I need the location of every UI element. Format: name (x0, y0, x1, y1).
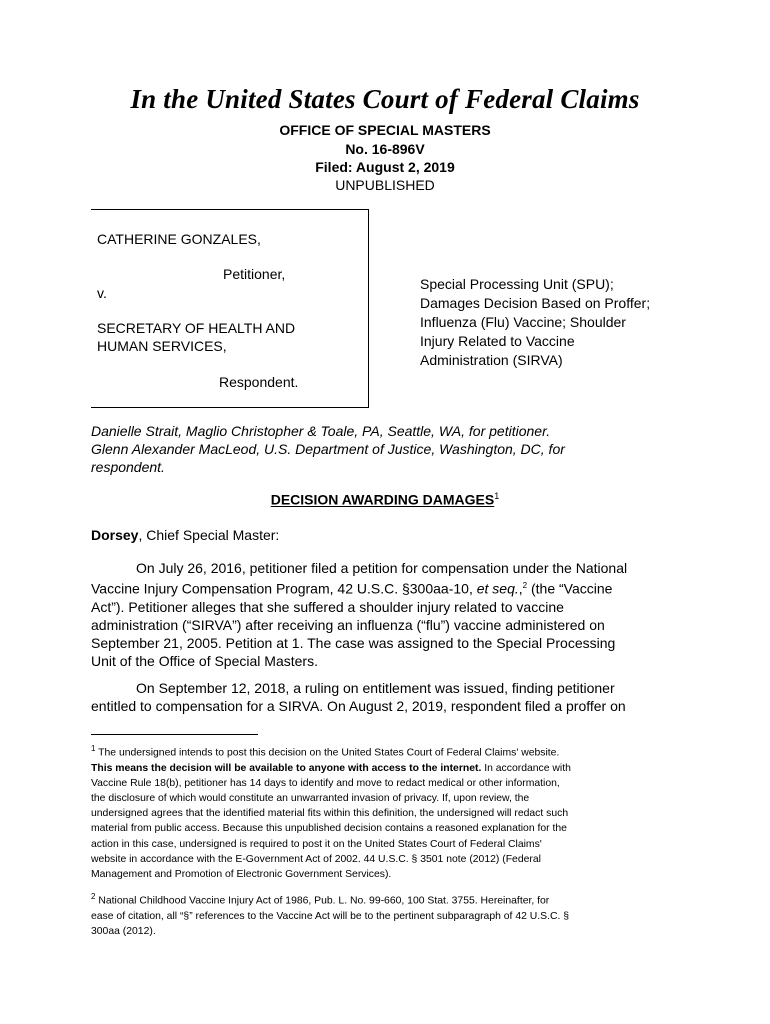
paragraph-2 (91, 679, 681, 715)
court-title: In the United States Court of Federal Claims (130, 84, 640, 114)
footnote-ref-2: 2 (522, 581, 528, 590)
office-heading: OFFICE OF SPECIAL MASTERS (279, 122, 491, 138)
keyword-line: Injury Related to Vaccine (420, 333, 575, 349)
text-line: Management and Promotion of Electronic Government Services). (91, 869, 392, 881)
decision-title-text: DECISION AWARDING DAMAGES (270, 491, 495, 508)
text-line: September 21, 2005. Petition at 1. The case was assigned to the Special Processing (91, 634, 616, 651)
text-line: the disclosure of which would constitute an unwarranted invasion of privacy. If, upon review, the (91, 793, 530, 805)
footnote-divider (91, 734, 258, 735)
text-line: action in this case, undersigned is required to post it on the United States Court of Federal Claims' (91, 838, 542, 850)
case-keywords (420, 275, 650, 370)
author-name: Dorsey (91, 527, 139, 543)
counsel-listing (91, 422, 565, 476)
text-line: Vaccine Rule 18(b), petitioner has 14 days to identify and move to redact medical or other information, (91, 777, 560, 789)
publication-status: UNPUBLISHED (335, 177, 435, 193)
paragraph-1 (91, 559, 681, 670)
author-line (91, 527, 279, 543)
respondent-name-line2: HUMAN SERVICES, (97, 338, 227, 354)
keyword-line: Special Processing Unit (SPU); (420, 276, 614, 292)
text-line: Unit of the Office of Special Masters. (91, 652, 318, 669)
text-line: On July 26, 2016, petitioner filed a petition for compensation under the National (136, 560, 628, 576)
respondent-name-line1: SECRETARY OF HEALTH AND (97, 320, 296, 336)
keyword-line: Influenza (Flu) Vaccine; Shoulder (420, 314, 626, 330)
text-line: entitled to compensation for a SIRVA. On August 2, 2019, respondent filed a proffer on (91, 698, 626, 714)
petitioner-name: CATHERINE GONZALES, (97, 231, 261, 247)
decision-title (0, 491, 770, 508)
versus: v. (97, 285, 107, 301)
footnote-1 (91, 741, 681, 882)
text-line: material from public access. Because this unpublished decision contains a reasoned explanation for the (91, 823, 567, 835)
counsel-line: respondent. (91, 459, 165, 475)
keyword-line: Administration (SIRVA) (420, 352, 563, 368)
petitioner-role: Petitioner, (223, 266, 286, 282)
text-line: undersigned agrees that the identified material fits within this definition, the undersigned will redact such (91, 808, 569, 820)
text-line: This means the decision will be available to anyone with access to the internet. In accordance with (91, 762, 571, 774)
author-title: , Chief Special Master: (138, 527, 280, 543)
text-line: website in accordance with the E-Government Act of 2002. 44 U.S.C. § 3501 note (2012) (Federal (91, 853, 541, 865)
text-line: $^1$ The undersigned intends to post this decision on the United States Court of Federal Claims' website. (91, 744, 560, 759)
counsel-line: Glenn Alexander MacLeod, U.S. Department of Justice, Washington, DC, for (91, 441, 565, 457)
respondent-role: Respondent. (219, 374, 299, 390)
text-line: 300aa (2012). (91, 925, 156, 937)
text-line: On September 12, 2018, a ruling on entitlement was issued, finding petitioner (136, 680, 615, 696)
case-number: No. 16-896V (345, 141, 425, 157)
footnote-2 (91, 889, 681, 939)
text-line: administration (“SIRVA”) after receiving an influenza (“flu”) vaccine administered on (91, 616, 605, 633)
filed-date: Filed: August 2, 2019 (315, 159, 455, 175)
text-line: $^2$ National Childhood Vaccine Injury Act of 1986, Pub. L. No. 99-660, 100 Stat. 3755. Hereinafter, for (91, 892, 550, 907)
counsel-line: Danielle Strait, Maglio Christopher & Toale, PA, Seattle, WA, for petitioner. (91, 423, 551, 439)
keyword-line: Damages Decision Based on Proffer; (420, 295, 651, 311)
text-line: Vaccine Injury Compensation Program, 42 U.S.C. §300aa-10, et seq.,$^2$ (the “Vaccine (91, 580, 613, 597)
text-line: Act”). Petitioner alleges that she suffered a shoulder injury related to vaccine (91, 598, 564, 615)
footnote-ref-1: 1 (494, 491, 500, 501)
text-line: ease of citation, all “§” references to the Vaccine Act will be to the pertinent subparagraph of 42 U.S.C. § (91, 910, 570, 922)
